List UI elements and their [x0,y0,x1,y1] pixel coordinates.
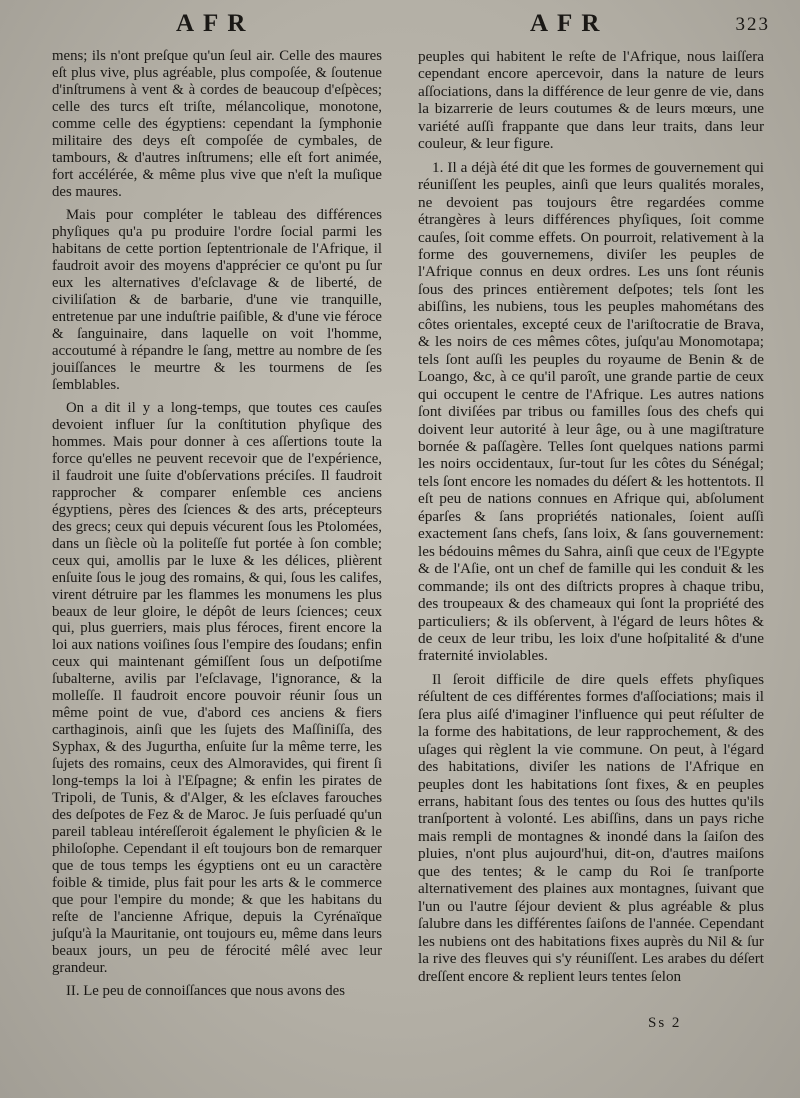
paragraph: On a dit il y a long-temps, que toutes ces cauſes devoient influer ſur la conſtitution phyſique des hommes. Mais pour donner à ces aſſertions toute la force qu'elles ne peuvent recevoir que de l'expérience, il faudroit une ſuite d'obſervations préciſes. Il faudroit rapprocher & comparer enſemble ces anciens égyptiens, pères des ſciences & des arts, précepteurs des grecs; ceux qui depuis vécurent ſous les Ptolomées, dans un ſiècle où la politeſſe fut portée à ſon comble; ceux qui, amollis par le luxe & les délices, plièrent enſuite ſous le joug des romains, & qui, ſous les califes, virent détruire par les flammes les monumens les plus beaux de leur gloire, le dépôt de leurs ſciences; ceux qui, plus guerriers, mais plus féroces, firent encore la loi aux nations voiſines ſous l'empire des ſoudans; enfin ceux qui maintenant gémiſſent ſous un deſpotiſme ſubalterne, avilis par l'eſclavage, l'ignorance, & la molleſſe. Il faudroit encore pouvoir réunir ſous un même point de vue, d'abord ces anciens & fiers carthaginois, ainſi que les ſujets des Maſſiniſſa, des Syphax, & des Jugurtha, enſuite ſur la même terre, les ſujets des romains, ceux des Almoravides, qui firent ſi long-temps la loi à l'Eſpagne; & enfin les pirates de Tripoli, de Tunis, & d'Alger, & les eſclaves farouches des deſpotes de Fez & de Maroc. Je ſuis perſuadé qu'un pareil tableau intéreſſeroit également le phyſicien & le philoſophe. Cependant il eſt toujours bon de remarquer que de tous temps les égyptiens ont eu un caractère foible & timide, plus fait pour les arts & le commerce que pour l'empire du monde; & que les habitans du reſte de l'ancienne Afrique, depuis la Cyrénaïque juſqu'à la Mauritanie, ont toujours eu, même dans leurs beaux jours, un peu de férocité mêlé avec leur grandeur. [52,399,382,977]
paragraph: peuples qui habitent le reſte de l'Afrique, nous laiſſera cependant encore apercevoir, dans la nature de leurs aſſociations, dans la différence de leur genre de vie, dans la bizarrerie de leurs coutumes & de leurs mœurs, une variété auſſi frappante que dans leur traits, dans leur couleur, & leur figure. [418,48,764,153]
paragraph: mens; ils n'ont preſque qu'un ſeul air. Celle des maures eſt plus vive, plus agréable, plus compoſée, & ſoutenue d'inſtrumens à vent & à cordes de beaucoup d'eſpèces; celle des turcs eſt triſte, mélancolique, monotone, comme celle des égyptiens: cependant la ſymphonie militaire des deys eſt compoſée de cymbales, de tambours, & d'autres inſtrumens; elle eſt fort animée, fort accélérée, & même plus vive que n'eſt la muſique des maures. [52,48,382,200]
left-column [52,48,382,1006]
paragraph: Mais pour compléter le tableau des différences phyſiques qu'a pu produire l'ordre ſocial parmi les habitans de cette portion ſeptentrionale de l'Afrique, il faudroit avoir des moyens d'apprécier ce qu'ont pu ſur eux les alternatives d'eſclavage & de liberté, de civiliſation & de barbarie, d'une vie tranquille, entretenue par une induſtrie paiſible, & d'une vie féroce & ſanguinaire, dans laquelle on voit l'homme, accoutumé à répandre le ſang, mettre au nombre de ſes jouiſſances le meurtre & les tourmens de ſes ſemblables. [52,206,382,393]
paragraph: 1. Il a déjà été dit que les formes de gouvernement qui réuniſſent les peuples, ainſi que leurs qualités morales, ne devoient pas toujours être regardées comme étrangères à leurs différences phyſiques, ſoit comme cauſes, ſoit comme effets. On pourroit, relativement à la forme des gouvernemens, diviſer les peuples de l'Afrique connus en deux ordres. Les uns ſont réunis ſous des princes entièrement deſpotes; tels ſont les abiſſins, les nubiens, tous les peuples mahométans des côtes orientales, excepté ceux de l'ariſtocratie de Brava, & les noirs de ces mêmes côtes, juſqu'au Monomotapa; tels ſont auſſi les peuples du royaume de Benin & de Loango, &c, à ce qu'il paroît, une grande partie de ceux qui occupent le centre de l'Afrique. Les autres nations ſont diviſées par tribus ou familles ſous des chefs qui doivent leur autorité à leur âge, ou à une magiſtrature bornée & paſſagère. Telles ſont quelques nations parmi les noirs occidentaux, ſur-tout ſur les côtes du Sénégal; tels ſont encore les nomades du déſert & les hottentots. Il eſt peu de nations connues en Afrique qui, abſolument éparſes & ſans propriétés nationales, ſoient auſſi exactement ſans chefs, ſans loix, & ſans gouvernement: les bédouins mêmes du Sahra, ainſi que ceux de l'Egypte & de l'Aſie, ont un chef de famille qui les conduit & les commande; ils ont des diſtricts propres à chaque tribu, des troupeaux & des chameaux qui ſont la propriété des particuliers; & ils obſervent, à l'égard de leurs hôtes & de ceux de leur tribu, les loix d'une hoſpitalité & d'une fraternité inviolables. [418,158,764,665]
right-column [418,48,764,991]
signature-mark: Ss 2 [648,1015,682,1031]
running-header-right: AFR [530,10,609,37]
running-header-left: AFR [176,10,255,37]
page-number: 323 [735,14,770,35]
paragraph: Il ſeroit difficile de dire quels effets phyſiques réſultent de ces différentes formes d'aſſociations; mais il ſera plus aiſé d'imaginer l'influence qui peut réſulter de la forme des habitations, de leur rapprochement, & des uſages qui règlent la vie commune. On peut, à l'égard des habitations, diviſer les nations de l'Afrique en peuples dont les habitations ſont fixes, & en peuples errans, habitant ſous des tentes ou ſous des huttes qu'ils tranſportent à volonté. Les abiſſins, dans un pays riche mais rempli de montagnes & inondé dans la ſaiſon des pluies, n'ont plus aujourd'hui, dit-on, d'autres maiſons que des tentes; & le camp du Roi ſe tranſporte alternativement des plaines aux montagnes, ſuivant que l'un ou l'autre ſéjour devient & plus agréable & plus ſalubre dans les différentes ſaiſons de l'année. Cependant les nubiens ont des habitations fixes auprès du Nil & ſur la rive des fleuves qui s'y réuniſſent. Les arabes du déſert dreſſent encore & replient leurs tentes ſelon [418,670,764,985]
section-heading-paragraph: II. Le peu de connoiſſances que nous avons des [66,983,346,1000]
